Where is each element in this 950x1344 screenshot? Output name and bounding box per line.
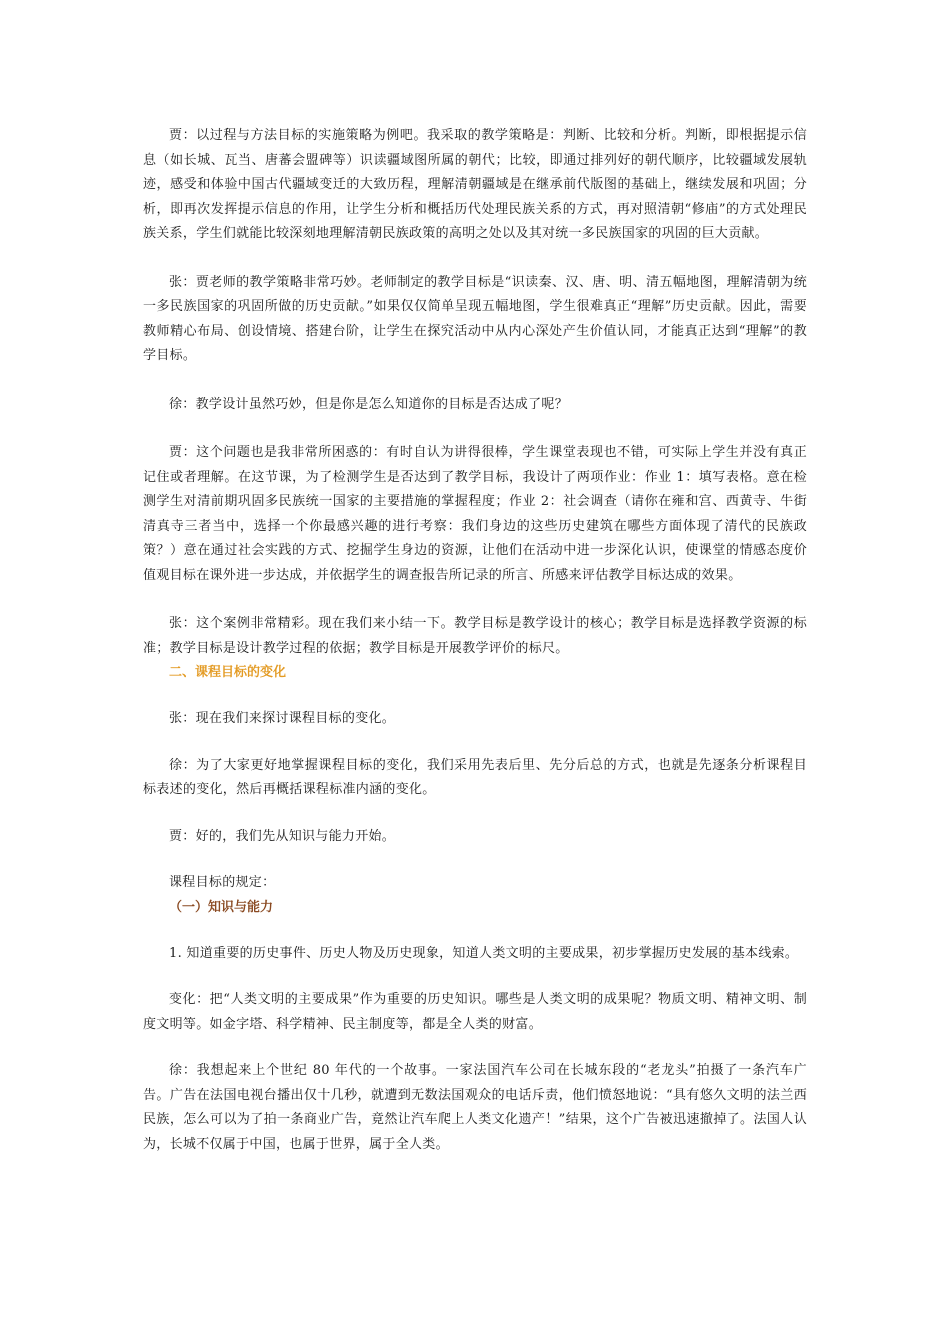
paragraph-xu-story: 徐：我想起来上个世纪 80 年代的一个故事。一家法国汽车公司在长城东段的“老龙头”拍摄了一条汽车广告。广告在法国电视台播出仅十几秒，就遭到无数法国观众的电话斥责，他们愤怒地说：“具有悠久文明的法兰西民族，怎么可以为了拍一条商业广告，竟然让汽车爬上人类文化遗产！”结果，这个广告被迅速撤掉了。法国人认为，长城不仅属于中国，也属于世界，属于全人类。 [143, 1063, 807, 1152]
paragraph-xu-method: 徐：为了大家更好地掌握课程目标的变化，我们采用先表后里、先分后总的方式，也就是先逐条分析课程目标表述的变化，然后再概括课程标准内涵的变化。 [143, 757, 807, 797]
paragraph-jia-assessment: 贾：这个问题也是我非常所困惑的：有时自认为讲得很棒，学生课堂表现也不错，可实际上学生并没有真正记住或者理解。在这节课，为了检测学生是否达到了教学目标，我设计了两项作业：作业 1：填写表格。意在检测学生对清前期巩固多民族统一国家的主要措施的掌握程度；作业 2：社会调查（请你在雍和宫、西黄寺、牛街清真寺三者当中，选择一个你最感兴趣的进行考察：我们身边的这些历史建筑在哪些方面体现了清代的民族政策？）意在通过社会实践的方式、挖掘学生身边的资源，让他们在活动中进一步深化认识，使课堂的情感态度价值观目标在课外进一步达成，并依据学生的调查报告所记录的所言、所感来评估教学目标达成的效果。 [143, 445, 807, 583]
subheading-knowledge-ability: （一）知识与能力 [169, 899, 274, 915]
paragraph-zhang-intro: 张：现在我们来探讨课程目标的变化。 [169, 711, 396, 726]
paragraph-zhang-comment: 张：贾老师的教学策略非常巧妙。老师制定的教学目标是“识读秦、汉、唐、明、清五幅地图，理解清朝为统一多民族国家的巩固所做的历史贡献。”如果仅仅简单呈现五幅地图，学生很难真正“理解”历史贡献。因此，需要教师精心布局、创设情境、搭建台阶，让学生在探究活动中从内心深处产生价值认同，才能真正达到“理解”的教学目标。 [143, 274, 807, 363]
document-body [143, 124, 807, 1157]
paragraph-jia-strategy: 贾：以过程与方法目标的实施策略为例吧。我采取的教学策略是：判断、比较和分析。判断，即根据提示信息（如长城、瓦当、唐蕃会盟碑等）识读疆域图所属的朝代；比较，即通过排列好的朝代顺序，比较疆域发展轨迹，感受和体验中国古代疆域变迁的大致历程，理解清朝疆域是在继承前代版图的基础上，继续发展和巩固；分析，即再次发挥提示信息的作用，让学生分析和概括历代处理民族关系的方式，再对照清朝“修庙”的方式处理民族关系，学生们就能比较深刻地理解清朝民族政策的高明之处以及其对统一多民族国家的巩固的巨大贡献。 [143, 128, 807, 241]
paragraph-change-note: 变化：把“人类文明的主要成果”作为重要的历史知识。哪些是人类文明的成果呢？物质文明、精神文明、制度文明等。如金字塔、科学精神、民主制度等，都是全人类的财富。 [143, 992, 807, 1032]
paragraph-goal-item-1: 1. 知道重要的历史事件、历史人物及历史现象，知道人类文明的主要成果，初步掌握历史发展的基本线索。 [169, 945, 799, 961]
paragraph-xu-question: 徐：教学设计虽然巧妙，但是你是怎么知道你的目标是否达成了呢？ [169, 396, 569, 412]
paragraph-zhang-summary: 张：这个案例非常精彩。现在我们来小结一下。教学目标是教学设计的核心；教学目标是选择教学资源的标准；教学目标是设计教学过程的依据；教学目标是开展教学评价的标尺。 [143, 616, 807, 656]
paragraph-jia-start: 贾：好的，我们先从知识与能力开始。 [169, 828, 396, 844]
paragraph-goal-rules: 课程目标的规定： [169, 875, 276, 890]
section-heading-curriculum-change: 二、课程目标的变化 [169, 665, 287, 680]
